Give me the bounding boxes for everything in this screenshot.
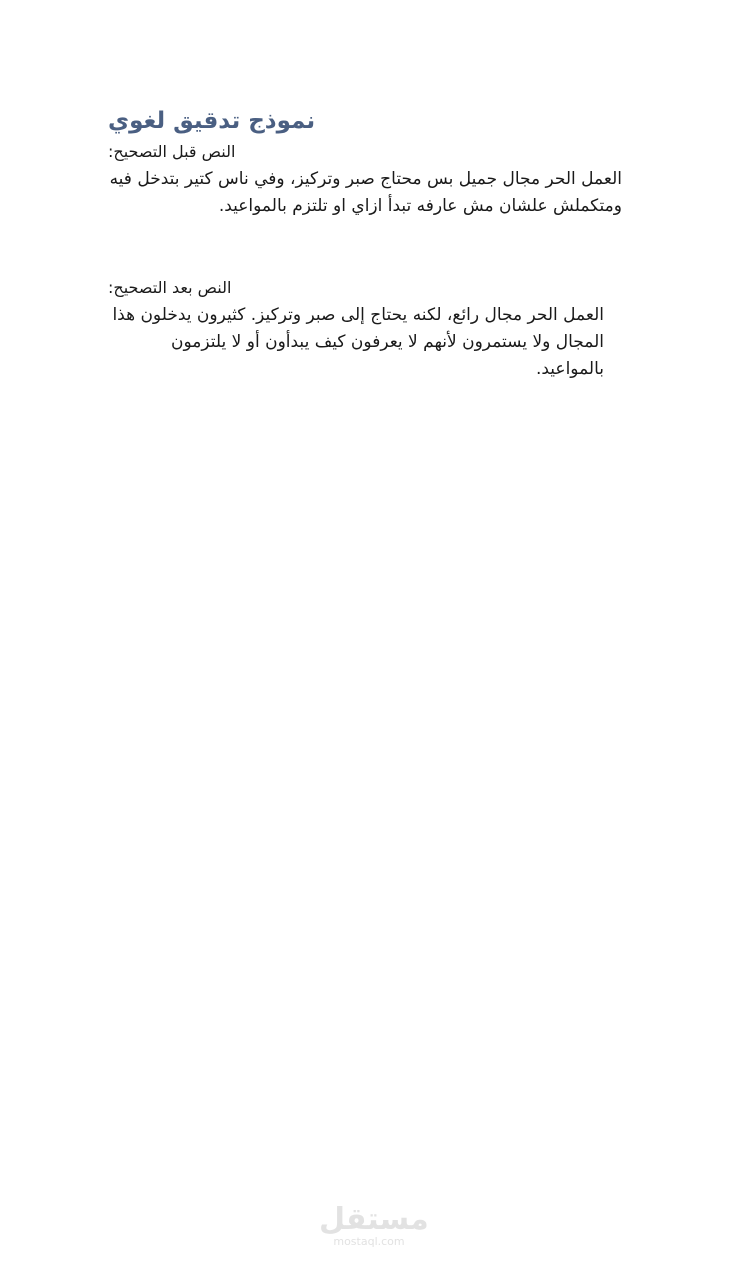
document [100,106,628,383]
document-title: نموذج تدقيق لغوي [108,108,316,134]
before-correction-label: :النص قبل التصحيح [108,142,236,161]
watermark-url: mostaql.com [333,1235,405,1248]
watermark-logo: مستقل [319,1202,429,1237]
section-spacer [100,220,628,278]
before-correction-text: العمل الحر مجال جميل بس محتاج صبر وتركيز، وفي ناس كتير بتدخل فيه ومتكملش علشان مش عارفه تبدأ ازاي او تلتزم بالمواعيد. [109,169,622,216]
after-correction-text: العمل الحر مجال رائع، لكنه يحتاج إلى صبر وتركيز. كثيرون يدخلون هذا المجال ولا يستمرون لأنهم لا يعرفون كيف يبدأون أو لا يلتزمون بالمواعيد. [112,305,604,379]
after-correction-label: :النص بعد التصحيح [108,278,232,297]
mostaql-watermark [319,1202,429,1249]
